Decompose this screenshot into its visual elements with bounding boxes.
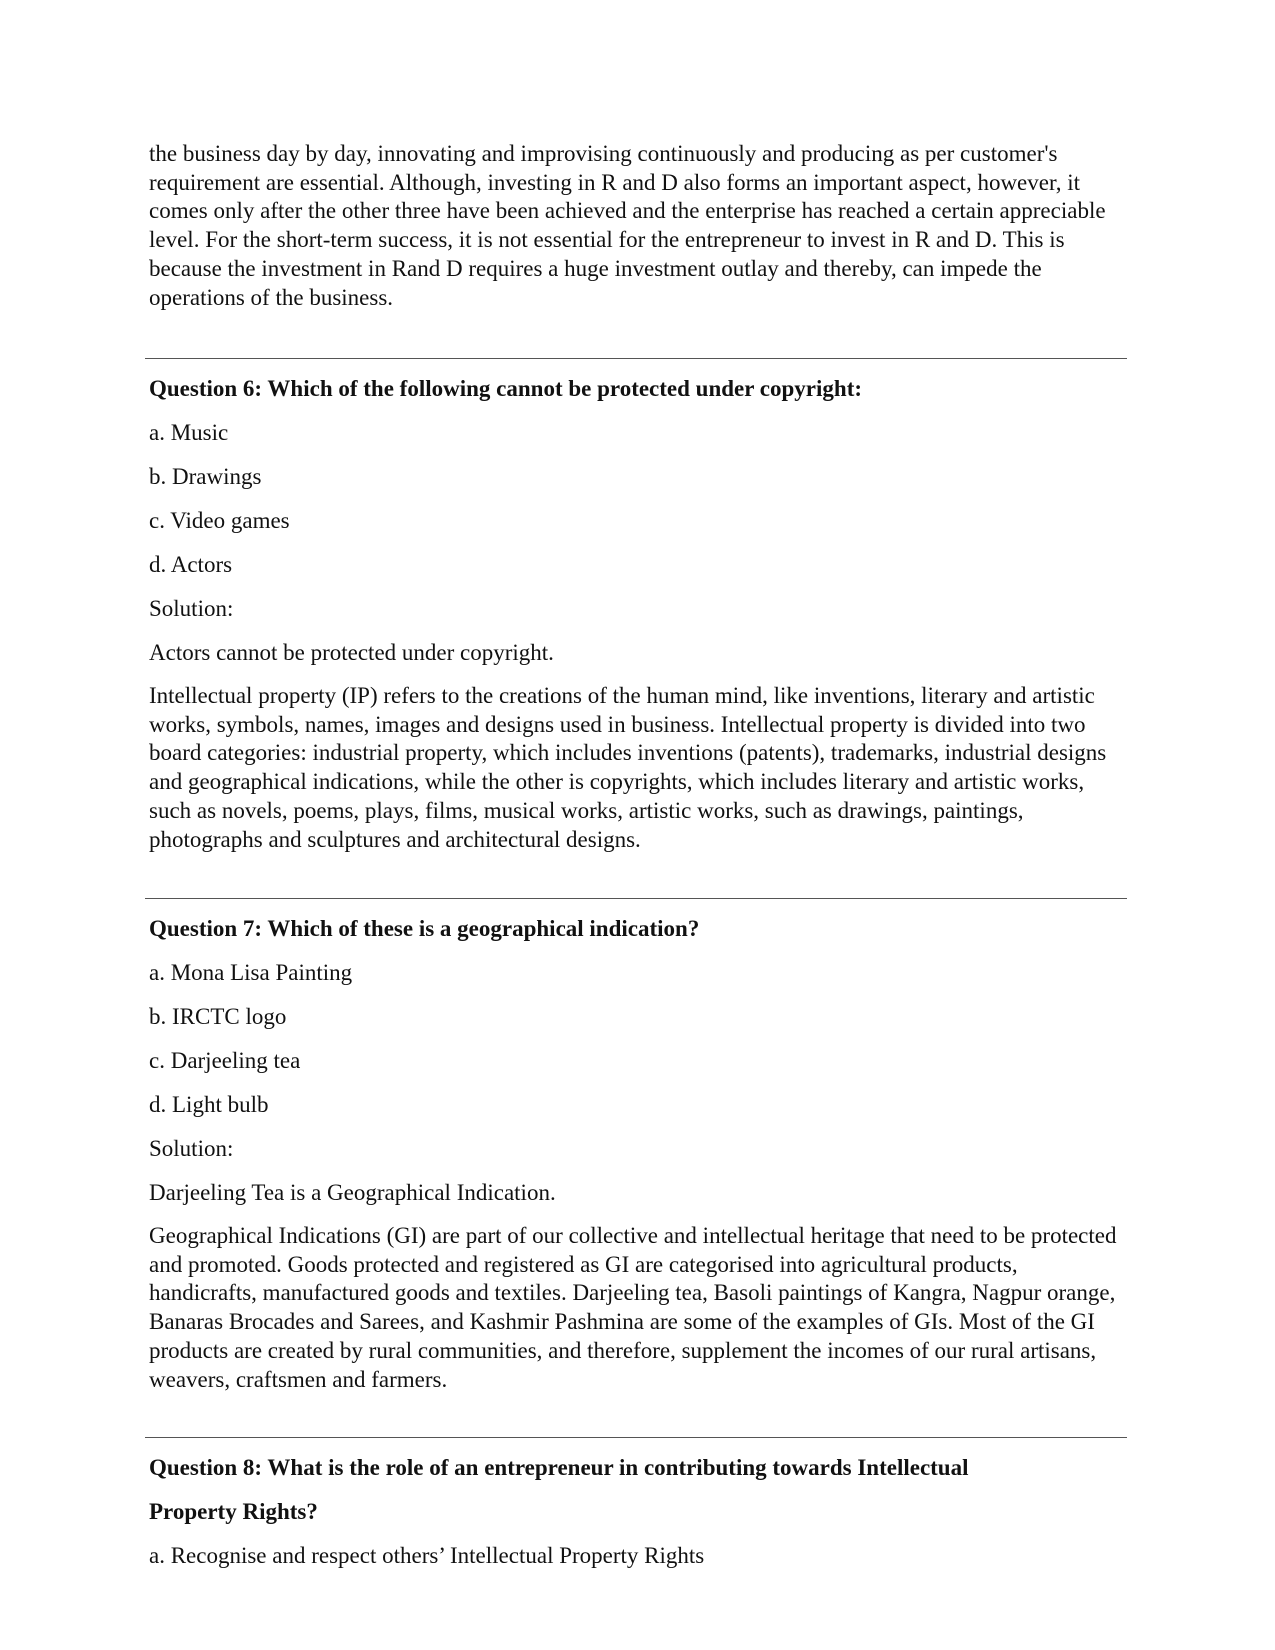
q7-option-d: d. Light bulb bbox=[149, 1092, 269, 1117]
q6-option-c: c. Video games bbox=[149, 508, 290, 533]
q6-answer: Actors cannot be protected under copyright. bbox=[149, 640, 554, 665]
question-8-title-line2: Property Rights? bbox=[149, 1499, 318, 1524]
q7-solution-label: Solution: bbox=[149, 1136, 234, 1161]
intro-paragraph: the business day by day, innovating and improvising continuously and producing as per customer's requirement are essential. Although, investing in R and D also forms an important aspect, however, it comes only after the other three have been achieved and the enterprise has reached a certain appreciable level. For the short-term success, it is not essential for the entrepreneur to invest in R and D. This is because the investment in Rand D requires a huge investment outlay and thereby, can impede the operations of the business. bbox=[149, 141, 1106, 310]
question-8-title-line1: Question 8: What is the role of an entrepreneur in contributing towards Intellectual bbox=[149, 1455, 969, 1480]
question-7-title: Question 7: Which of these is a geographical indication? bbox=[149, 916, 700, 941]
q7-option-c: c. Darjeeling tea bbox=[149, 1048, 301, 1073]
divider bbox=[145, 898, 1127, 899]
q7-option-a: a. Mona Lisa Painting bbox=[149, 960, 353, 985]
q6-option-b: b. Drawings bbox=[149, 464, 262, 489]
q8-option-a: a. Recognise and respect others’ Intellectual Property Rights bbox=[149, 1543, 705, 1568]
question-6-title: Question 6: Which of the following cannot be protected under copyright: bbox=[149, 376, 863, 401]
q6-explanation: Intellectual property (IP) refers to the creations of the human mind, like inventions, literary and artistic works, symbols, names, images and designs used in business. Intellectual property is divided into two board categories: industrial property, which includes inventions (patents), trademarks, industrial designs and geographical indications, while the other is copyrights, which includes literary and artistic works, such as novels, poems, plays, films, musical works, artistic works, such as drawings, paintings, photographs and sculptures and architectural designs. bbox=[149, 683, 1107, 852]
q6-solution-label: Solution: bbox=[149, 596, 234, 621]
q6-option-a: a. Music bbox=[149, 420, 229, 445]
q7-explanation: Geographical Indications (GI) are part of our collective and intellectual heritage that need to be protected and promoted. Goods protected and registered as GI are categorised into agricultural products, handicrafts, manufactured goods and textiles. Darjeeling tea, Basoli paintings of Kangra, Nagpur orange, Banaras Brocades and Sarees, and Kashmir Pashmina are some of the examples of GIs. Most of the GI products are created by rural communities, and therefore, supplement the incomes of our rural artisans, weavers, craftsmen and farmers. bbox=[149, 1223, 1117, 1392]
q7-option-b: b. IRCTC logo bbox=[149, 1004, 287, 1029]
divider bbox=[145, 358, 1127, 359]
divider bbox=[145, 1437, 1127, 1438]
q7-answer: Darjeeling Tea is a Geographical Indication. bbox=[149, 1180, 556, 1205]
q6-option-d: d. Actors bbox=[149, 552, 233, 577]
